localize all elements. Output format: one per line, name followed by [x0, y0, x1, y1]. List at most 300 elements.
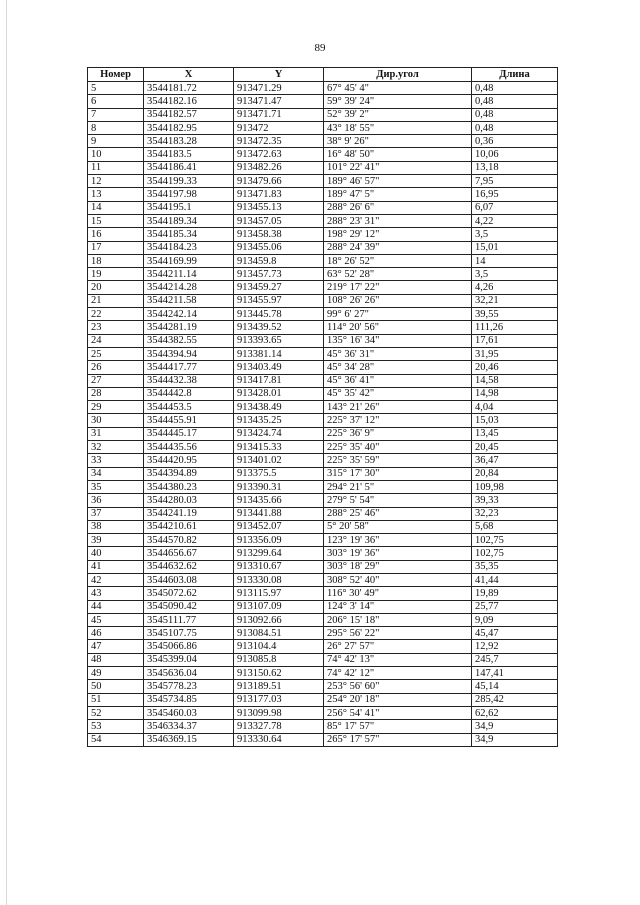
- cell-x: 3545107.75: [144, 627, 234, 640]
- cell-number: 15: [88, 214, 144, 227]
- cell-x: 3544445.17: [144, 427, 234, 440]
- cell-number: 27: [88, 374, 144, 387]
- cell-y: 913310.67: [234, 560, 324, 573]
- cell-length: 109,98: [472, 480, 558, 493]
- cell-direction-angle: 189° 47' 5": [324, 188, 472, 201]
- cell-x: 3544241.19: [144, 507, 234, 520]
- cell-direction-angle: 225° 36' 9": [324, 427, 472, 440]
- cell-direction-angle: 225° 35' 59": [324, 454, 472, 467]
- table-row: [88, 427, 558, 440]
- cell-length: 10,06: [472, 148, 558, 161]
- cell-x: 3544603.08: [144, 573, 234, 586]
- cell-y: 913445.78: [234, 308, 324, 321]
- cell-length: 14,58: [472, 374, 558, 387]
- cell-y: 913482.26: [234, 161, 324, 174]
- cell-x: 3544182.95: [144, 121, 234, 134]
- cell-direction-angle: 288° 25' 46": [324, 507, 472, 520]
- cell-number: 54: [88, 733, 144, 746]
- table-row: [88, 733, 558, 746]
- cell-direction-angle: 206° 15' 18": [324, 613, 472, 626]
- cell-length: 20,45: [472, 441, 558, 454]
- cell-length: 102,75: [472, 534, 558, 547]
- cell-y: 913438.49: [234, 401, 324, 414]
- cell-x: 3544382.55: [144, 334, 234, 347]
- cell-number: 5: [88, 82, 144, 95]
- cell-y: 913424.74: [234, 427, 324, 440]
- cell-direction-angle: 123° 19' 36": [324, 534, 472, 547]
- cell-length: 15,03: [472, 414, 558, 427]
- table-row: [88, 600, 558, 613]
- cell-length: 25,77: [472, 600, 558, 613]
- cell-y: 913107.09: [234, 600, 324, 613]
- cell-number: 42: [88, 573, 144, 586]
- cell-length: 62,62: [472, 706, 558, 719]
- cell-direction-angle: 189° 46' 57": [324, 175, 472, 188]
- cell-x: 3544453.5: [144, 401, 234, 414]
- cell-length: 3,5: [472, 228, 558, 241]
- cell-number: 6: [88, 95, 144, 108]
- column-header-length: Длина: [472, 68, 558, 82]
- cell-direction-angle: 254° 20' 18": [324, 693, 472, 706]
- cell-length: 15,01: [472, 241, 558, 254]
- table-row: [88, 534, 558, 547]
- cell-y: 913471.83: [234, 188, 324, 201]
- cell-direction-angle: 26° 27' 57": [324, 640, 472, 653]
- cell-direction-angle: 101° 22' 41": [324, 161, 472, 174]
- cell-y: 913403.49: [234, 361, 324, 374]
- table-row: [88, 613, 558, 626]
- cell-x: 3544169.99: [144, 254, 234, 267]
- table-row: [88, 82, 558, 95]
- column-header-direction-angle: Дир.угол: [324, 68, 472, 82]
- cell-length: 5,68: [472, 520, 558, 533]
- table-row: [88, 401, 558, 414]
- cell-number: 37: [88, 507, 144, 520]
- table-row: [88, 627, 558, 640]
- cell-y: 913471.47: [234, 95, 324, 108]
- cell-x: 3544189.34: [144, 214, 234, 227]
- cell-number: 18: [88, 254, 144, 267]
- cell-direction-angle: 74° 42' 12": [324, 667, 472, 680]
- table-row: [88, 520, 558, 533]
- cell-direction-angle: 303° 19' 36": [324, 547, 472, 560]
- cell-length: 17,61: [472, 334, 558, 347]
- table-row: [88, 321, 558, 334]
- scan-edge-shadow: [6, 0, 7, 905]
- table-row: [88, 653, 558, 666]
- cell-length: 20,46: [472, 361, 558, 374]
- table-row: [88, 467, 558, 480]
- cell-x: 3544182.16: [144, 95, 234, 108]
- cell-x: 3544432.38: [144, 374, 234, 387]
- column-header-y: Y: [234, 68, 324, 82]
- table-row: [88, 95, 558, 108]
- cell-y: 913471.29: [234, 82, 324, 95]
- cell-direction-angle: 308° 52' 40": [324, 573, 472, 586]
- cell-y: 913327.78: [234, 720, 324, 733]
- cell-y: 913084.51: [234, 627, 324, 640]
- cell-length: 19,89: [472, 587, 558, 600]
- table-row: [88, 454, 558, 467]
- cell-number: 25: [88, 347, 144, 360]
- cell-x: 3544184.23: [144, 241, 234, 254]
- cell-x: 3544394.89: [144, 467, 234, 480]
- cell-number: 26: [88, 361, 144, 374]
- table-row: [88, 494, 558, 507]
- cell-y: 913381.14: [234, 347, 324, 360]
- cell-x: 3544214.28: [144, 281, 234, 294]
- cell-y: 913435.66: [234, 494, 324, 507]
- cell-y: 913417.81: [234, 374, 324, 387]
- cell-y: 913092.66: [234, 613, 324, 626]
- cell-y: 913356.09: [234, 534, 324, 547]
- cell-direction-angle: 67° 45' 4": [324, 82, 472, 95]
- cell-length: 32,21: [472, 294, 558, 307]
- cell-x: 3544197.98: [144, 188, 234, 201]
- cell-direction-angle: 303° 18' 29": [324, 560, 472, 573]
- cell-number: 36: [88, 494, 144, 507]
- cell-x: 3546334.37: [144, 720, 234, 733]
- cell-y: 913457.73: [234, 268, 324, 281]
- cell-direction-angle: 63° 52' 28": [324, 268, 472, 281]
- cell-x: 3544417.77: [144, 361, 234, 374]
- table-row: [88, 161, 558, 174]
- table-row: [88, 480, 558, 493]
- cell-length: 147,41: [472, 667, 558, 680]
- cell-length: 16,95: [472, 188, 558, 201]
- cell-y: 913330.64: [234, 733, 324, 746]
- cell-y: 913115.97: [234, 587, 324, 600]
- cell-number: 52: [88, 706, 144, 719]
- cell-direction-angle: 114° 20' 56": [324, 321, 472, 334]
- table-row: [88, 374, 558, 387]
- cell-length: 285,42: [472, 693, 558, 706]
- cell-y: 913150.62: [234, 667, 324, 680]
- cell-x: 3544435.56: [144, 441, 234, 454]
- cell-direction-angle: 295° 56' 22": [324, 627, 472, 640]
- table-row: [88, 175, 558, 188]
- cell-length: 0,48: [472, 82, 558, 95]
- cell-direction-angle: 108° 26' 26": [324, 294, 472, 307]
- table-row: [88, 121, 558, 134]
- cell-length: 13,18: [472, 161, 558, 174]
- cell-length: 4,22: [472, 214, 558, 227]
- cell-number: 50: [88, 680, 144, 693]
- cell-y: 913472.35: [234, 135, 324, 148]
- cell-direction-angle: 288° 23' 31": [324, 214, 472, 227]
- cell-y: 913390.31: [234, 480, 324, 493]
- cell-direction-angle: 59° 39' 24": [324, 95, 472, 108]
- table-row: [88, 148, 558, 161]
- cell-y: 913455.06: [234, 241, 324, 254]
- cell-x: 3544183.5: [144, 148, 234, 161]
- cell-x: 3544420.95: [144, 454, 234, 467]
- cell-y: 913441.88: [234, 507, 324, 520]
- cell-y: 913330.08: [234, 573, 324, 586]
- page-number: 89: [314, 42, 326, 54]
- cell-number: 41: [88, 560, 144, 573]
- cell-direction-angle: 38° 9' 26": [324, 135, 472, 148]
- cell-direction-angle: 124° 3' 14": [324, 600, 472, 613]
- cell-y: 913177.03: [234, 693, 324, 706]
- cell-length: 41,44: [472, 573, 558, 586]
- cell-y: 913472.63: [234, 148, 324, 161]
- cell-direction-angle: 135° 16' 34": [324, 334, 472, 347]
- cell-direction-angle: 5° 20' 58": [324, 520, 472, 533]
- table-header: [88, 68, 558, 82]
- table-row: [88, 188, 558, 201]
- cell-x: 3544185.34: [144, 228, 234, 241]
- table-row: [88, 507, 558, 520]
- cell-number: 43: [88, 587, 144, 600]
- cell-direction-angle: 116° 30' 49": [324, 587, 472, 600]
- cell-number: 9: [88, 135, 144, 148]
- cell-direction-angle: 52° 39' 2": [324, 108, 472, 121]
- cell-length: 14,98: [472, 387, 558, 400]
- table-row: [88, 693, 558, 706]
- cell-length: 34,9: [472, 720, 558, 733]
- cell-number: 39: [88, 534, 144, 547]
- cell-direction-angle: 256° 54' 41": [324, 706, 472, 719]
- cell-length: 34,9: [472, 733, 558, 746]
- cell-x: 3544183.28: [144, 135, 234, 148]
- cell-number: 22: [88, 308, 144, 321]
- table-row: [88, 254, 558, 267]
- cell-number: 40: [88, 547, 144, 560]
- table-row: [88, 640, 558, 653]
- cell-y: 913471.71: [234, 108, 324, 121]
- table-row: [88, 308, 558, 321]
- cell-number: 29: [88, 401, 144, 414]
- cell-direction-angle: 265° 17' 57": [324, 733, 472, 746]
- cell-number: 32: [88, 441, 144, 454]
- cell-length: 7,95: [472, 175, 558, 188]
- cell-x: 3545072.62: [144, 587, 234, 600]
- coordinates-table: [87, 67, 558, 747]
- column-header-number: Номер: [88, 68, 144, 82]
- table-row: [88, 347, 558, 360]
- table-row: [88, 334, 558, 347]
- cell-direction-angle: 74° 42' 13": [324, 653, 472, 666]
- header-row: [88, 68, 558, 82]
- cell-x: 3545636.04: [144, 667, 234, 680]
- cell-direction-angle: 43° 18' 55": [324, 121, 472, 134]
- table-row: [88, 135, 558, 148]
- table-row: [88, 268, 558, 281]
- cell-x: 3545460.03: [144, 706, 234, 719]
- cell-x: 3544211.14: [144, 268, 234, 281]
- cell-length: 111,26: [472, 321, 558, 334]
- table-row: [88, 228, 558, 241]
- cell-length: 32,23: [472, 507, 558, 520]
- table-row: [88, 281, 558, 294]
- cell-number: 45: [88, 613, 144, 626]
- cell-length: 9,09: [472, 613, 558, 626]
- cell-direction-angle: 294° 21' 5": [324, 480, 472, 493]
- cell-number: 11: [88, 161, 144, 174]
- cell-direction-angle: 16° 48' 50": [324, 148, 472, 161]
- cell-number: 17: [88, 241, 144, 254]
- cell-number: 7: [88, 108, 144, 121]
- cell-y: 913299.64: [234, 547, 324, 560]
- cell-x: 3544380.23: [144, 480, 234, 493]
- table-row: [88, 573, 558, 586]
- cell-x: 3544280.03: [144, 494, 234, 507]
- cell-length: 45,14: [472, 680, 558, 693]
- cell-number: 21: [88, 294, 144, 307]
- cell-x: 3544242.14: [144, 308, 234, 321]
- cell-number: 13: [88, 188, 144, 201]
- cell-x: 3544656.67: [144, 547, 234, 560]
- cell-length: 245,7: [472, 653, 558, 666]
- cell-length: 20,84: [472, 467, 558, 480]
- cell-number: 28: [88, 387, 144, 400]
- cell-y: 913452.07: [234, 520, 324, 533]
- cell-direction-angle: 219° 17' 22": [324, 281, 472, 294]
- cell-x: 3545734.85: [144, 693, 234, 706]
- table-row: [88, 560, 558, 573]
- cell-length: 0,48: [472, 121, 558, 134]
- cell-number: 47: [88, 640, 144, 653]
- cell-number: 23: [88, 321, 144, 334]
- cell-length: 4,26: [472, 281, 558, 294]
- cell-number: 10: [88, 148, 144, 161]
- cell-y: 913459.27: [234, 281, 324, 294]
- cell-y: 913455.97: [234, 294, 324, 307]
- cell-number: 33: [88, 454, 144, 467]
- cell-y: 913435.25: [234, 414, 324, 427]
- cell-length: 12,92: [472, 640, 558, 653]
- cell-number: 12: [88, 175, 144, 188]
- cell-direction-angle: 253° 56' 60": [324, 680, 472, 693]
- cell-y: 913457.05: [234, 214, 324, 227]
- cell-number: 46: [88, 627, 144, 640]
- cell-x: 3544181.72: [144, 82, 234, 95]
- cell-direction-angle: 45° 34' 28": [324, 361, 472, 374]
- cell-number: 24: [88, 334, 144, 347]
- cell-number: 51: [88, 693, 144, 706]
- table-row: [88, 241, 558, 254]
- cell-length: 102,75: [472, 547, 558, 560]
- table-row: [88, 441, 558, 454]
- table-row: [88, 108, 558, 121]
- cell-x: 3544570.82: [144, 534, 234, 547]
- cell-y: 913401.02: [234, 454, 324, 467]
- cell-number: 35: [88, 480, 144, 493]
- cell-y: 913455.13: [234, 201, 324, 214]
- cell-direction-angle: 45° 35' 42": [324, 387, 472, 400]
- cell-length: 0,48: [472, 108, 558, 121]
- cell-length: 6,07: [472, 201, 558, 214]
- cell-x: 3545066.86: [144, 640, 234, 653]
- cell-x: 3544186.41: [144, 161, 234, 174]
- cell-length: 0,36: [472, 135, 558, 148]
- table-row: [88, 680, 558, 693]
- cell-x: 3544199.33: [144, 175, 234, 188]
- column-header-x: X: [144, 68, 234, 82]
- cell-x: 3544442.8: [144, 387, 234, 400]
- cell-y: 913085.8: [234, 653, 324, 666]
- cell-x: 3544455.91: [144, 414, 234, 427]
- cell-y: 913104.4: [234, 640, 324, 653]
- cell-length: 35,35: [472, 560, 558, 573]
- cell-y: 913189.51: [234, 680, 324, 693]
- cell-length: 3,5: [472, 268, 558, 281]
- cell-x: 3544632.62: [144, 560, 234, 573]
- cell-y: 913428.01: [234, 387, 324, 400]
- cell-direction-angle: 288° 24' 39": [324, 241, 472, 254]
- cell-y: 913479.66: [234, 175, 324, 188]
- cell-y: 913099.98: [234, 706, 324, 719]
- cell-direction-angle: 45° 36' 31": [324, 347, 472, 360]
- cell-length: 14: [472, 254, 558, 267]
- cell-y: 913439.52: [234, 321, 324, 334]
- cell-x: 3544210.61: [144, 520, 234, 533]
- cell-x: 3544281.19: [144, 321, 234, 334]
- cell-x: 3544211.58: [144, 294, 234, 307]
- cell-y: 913472: [234, 121, 324, 134]
- cell-direction-angle: 143° 21' 26": [324, 401, 472, 414]
- table-row: [88, 414, 558, 427]
- table-row: [88, 361, 558, 374]
- cell-direction-angle: 85° 17' 57": [324, 720, 472, 733]
- cell-direction-angle: 198° 29' 12": [324, 228, 472, 241]
- cell-x: 3545111.77: [144, 613, 234, 626]
- cell-x: 3545090.42: [144, 600, 234, 613]
- table-row: [88, 720, 558, 733]
- cell-number: 14: [88, 201, 144, 214]
- cell-length: 0,48: [472, 95, 558, 108]
- table-row: [88, 201, 558, 214]
- cell-number: 30: [88, 414, 144, 427]
- cell-y: 913458.38: [234, 228, 324, 241]
- cell-number: 8: [88, 121, 144, 134]
- table-row: [88, 294, 558, 307]
- cell-direction-angle: 279° 5' 54": [324, 494, 472, 507]
- cell-number: 38: [88, 520, 144, 533]
- cell-number: 19: [88, 268, 144, 281]
- table-row: [88, 387, 558, 400]
- cell-direction-angle: 99° 6' 27": [324, 308, 472, 321]
- cell-direction-angle: 288° 26' 6": [324, 201, 472, 214]
- cell-number: 20: [88, 281, 144, 294]
- cell-number: 49: [88, 667, 144, 680]
- cell-y: 913375.5: [234, 467, 324, 480]
- cell-length: 39,55: [472, 308, 558, 321]
- cell-length: 13,45: [472, 427, 558, 440]
- table-row: [88, 547, 558, 560]
- cell-direction-angle: 225° 37' 12": [324, 414, 472, 427]
- table-row: [88, 214, 558, 227]
- cell-number: 31: [88, 427, 144, 440]
- cell-x: 3545399.04: [144, 653, 234, 666]
- cell-length: 4,04: [472, 401, 558, 414]
- cell-number: 44: [88, 600, 144, 613]
- cell-x: 3544182.57: [144, 108, 234, 121]
- cell-x: 3544195.1: [144, 201, 234, 214]
- cell-y: 913415.33: [234, 441, 324, 454]
- cell-x: 3545778.23: [144, 680, 234, 693]
- cell-x: 3544394.94: [144, 347, 234, 360]
- cell-y: 913459.8: [234, 254, 324, 267]
- cell-length: 45,47: [472, 627, 558, 640]
- cell-number: 16: [88, 228, 144, 241]
- cell-direction-angle: 315° 17' 30": [324, 467, 472, 480]
- table-row: [88, 706, 558, 719]
- cell-number: 48: [88, 653, 144, 666]
- table-row: [88, 667, 558, 680]
- table-row: [88, 587, 558, 600]
